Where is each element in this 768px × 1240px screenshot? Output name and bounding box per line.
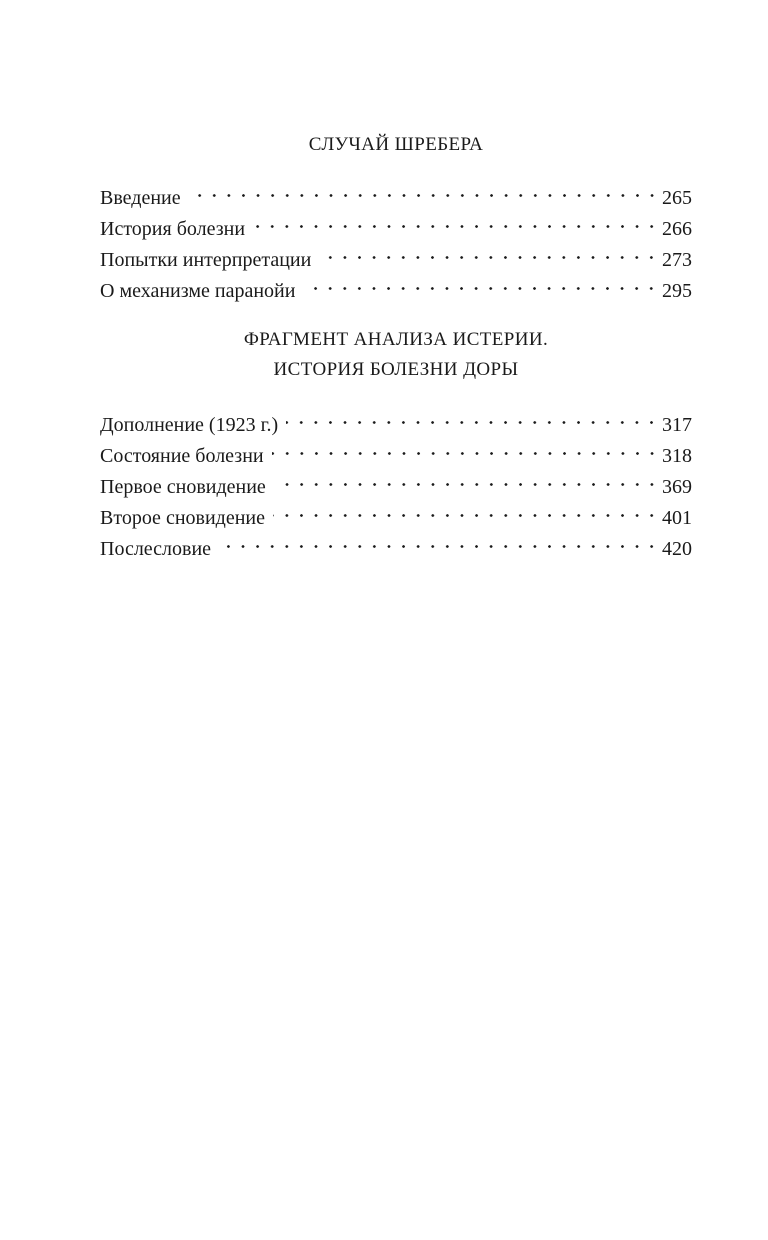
toc-entry[interactable] (100, 173, 692, 209)
toc-entry-title: О механизме паранойи (100, 280, 296, 302)
section-heading (100, 130, 692, 160)
dot-leader (299, 266, 659, 297)
dot-leader (282, 400, 659, 431)
toc-entry-title: Попытки интерпретации (100, 249, 312, 271)
toc-entry-title: Послесловие (100, 538, 212, 560)
dot-leader (315, 235, 659, 266)
toc-entry-title: Введение (100, 187, 181, 209)
toc-entry-title: Состояние болезни (100, 445, 264, 467)
dot-leader (249, 204, 659, 235)
section-heading-line: ФРАГМЕНТ АНАЛИЗА ИСТЕРИИ. (243, 329, 549, 350)
toc-list (100, 400, 692, 560)
toc-entry-title: Второе сновидение (100, 507, 265, 529)
toc-entry-page-number: 317 (662, 414, 692, 436)
dot-leader (185, 173, 659, 204)
toc-entry-title: Первое сновидение (100, 476, 266, 498)
dot-leader (269, 493, 659, 524)
dot-leader (270, 462, 659, 493)
toc-entry-page-number: 318 (662, 445, 692, 467)
section-heading-line: ИСТОРИЯ БОЛЕЗНИ ДОРЫ (273, 359, 519, 380)
toc-list (100, 173, 692, 302)
section-heading-line: СЛУЧАЙ ШРЕБЕРА (308, 134, 484, 155)
dot-leader (268, 431, 659, 462)
toc-section-schreber (100, 130, 692, 302)
toc-entry-title: Дополнение (1923 г.) (100, 414, 279, 436)
toc-entry-page-number: 401 (662, 507, 692, 529)
dot-leader (215, 524, 659, 555)
toc-entry-page-number: 295 (662, 280, 692, 302)
toc-entry[interactable] (100, 204, 692, 240)
toc-entry-page-number: 265 (662, 187, 692, 209)
toc-entry-page-number: 266 (662, 218, 692, 240)
toc-entry-page-number: 273 (662, 249, 692, 271)
toc-section-dora (100, 325, 692, 560)
toc-entry-title: История болезни (100, 218, 246, 240)
toc-entry-page-number: 420 (662, 538, 692, 560)
toc-entry-page-number: 369 (662, 476, 692, 498)
toc-entry[interactable] (100, 400, 692, 436)
section-heading (100, 325, 692, 385)
